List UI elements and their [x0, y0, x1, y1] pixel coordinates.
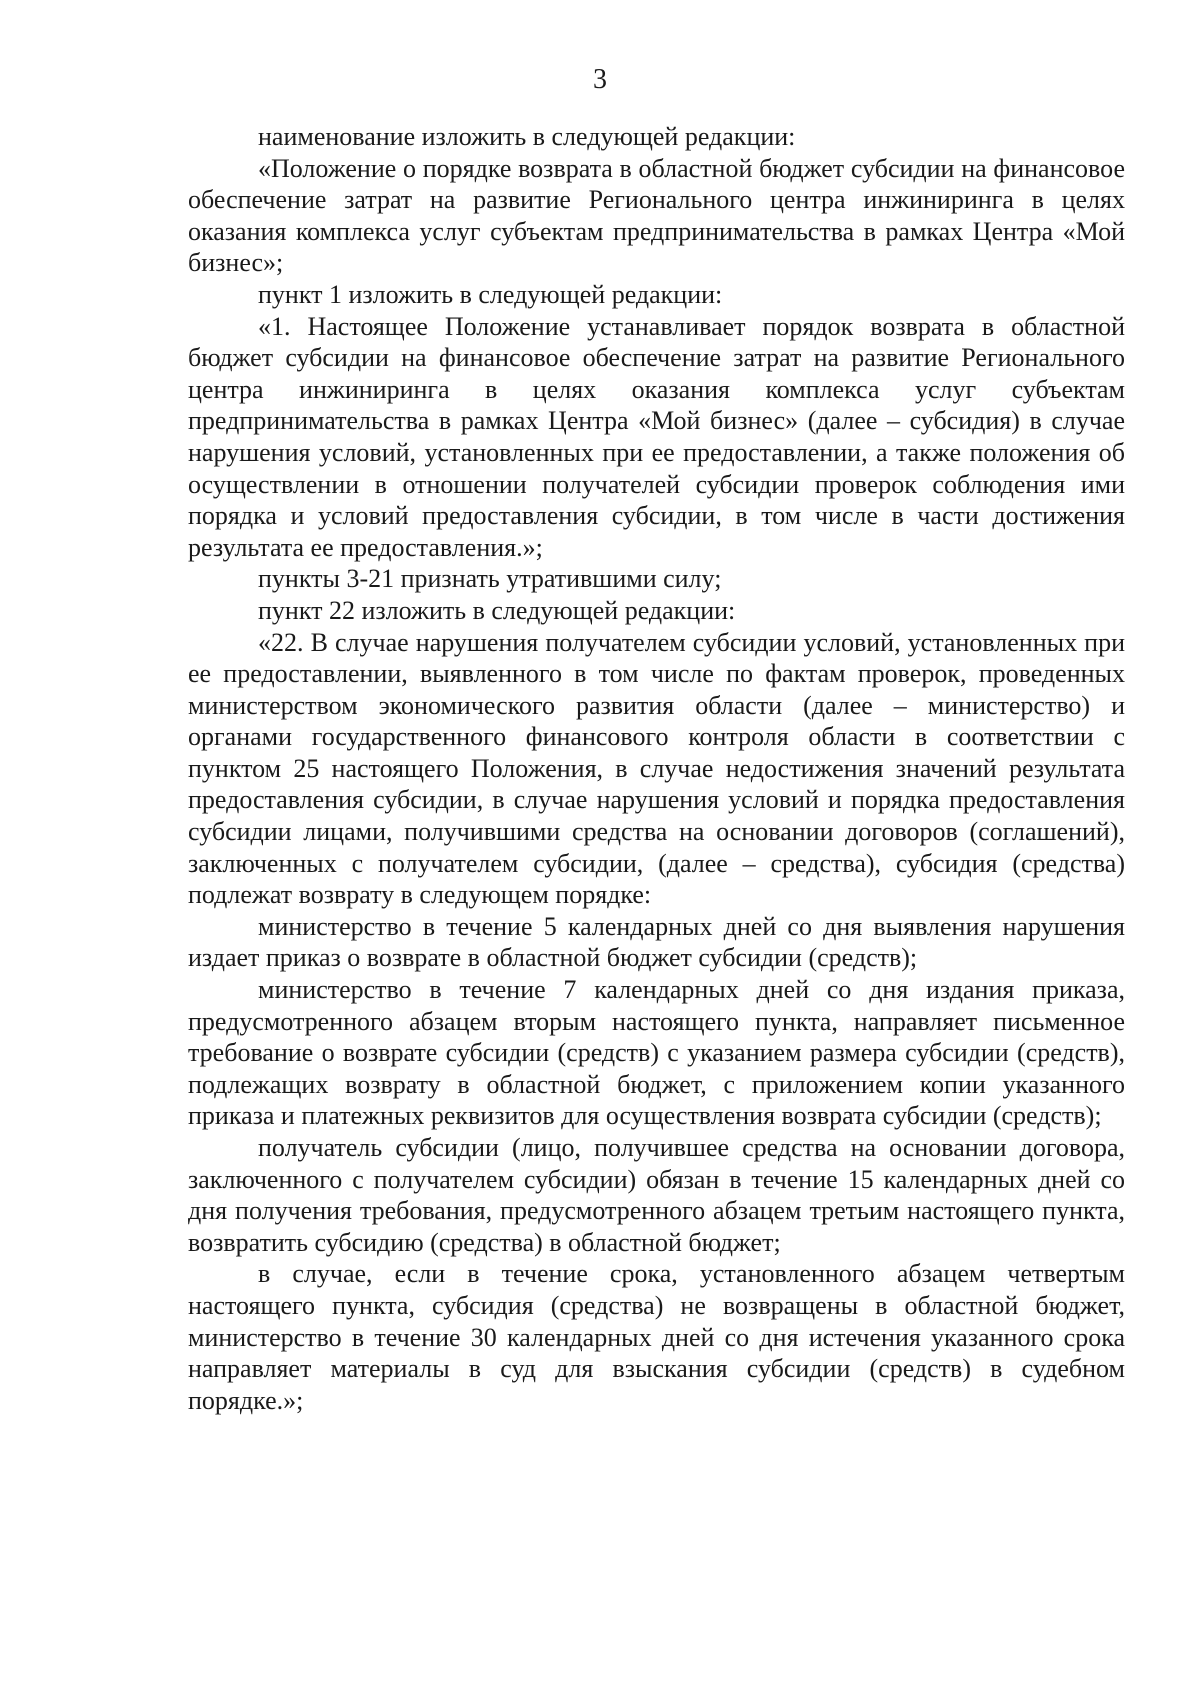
paragraph-point1-text: «1. Настоящее Положение устанавливает порядок возврата в областной бюджет субсидии на финансовое обеспечение затрат на развитие Регионального центра инжиниринга в целях оказания комплекса услуг субъектам предпринимательства в рамках Центра «Мой бизнес» (далее – субсидия) в случае нарушения условий, установленных при ее предоставлении, а также положения об осуществлении в отношении получателей субсидии проверок соблюдения ими порядка и условий предоставления субсидии, в том числе в части достижения результата ее предоставления.»;	[188, 311, 1125, 562]
page-number: 3	[593, 64, 607, 95]
paragraph-point22-instruction: пункт 22 изложить в следующей редакции:	[258, 595, 736, 625]
paragraph-written-demand: министерство в течение 7 календарных дней со дня издания приказа, предусмотренного абзацем вторым настоящего пункта, направляет письменное требование о возврате субсидии (средств) с указанием размера субсидии (средств), подлежащих возврату в областной бюджет, с приложением копии указанного приказа и платежных реквизитов для осуществления возврата субсидии (средств);	[188, 975, 1125, 1131]
paragraph-new-title: «Положение о порядке возврата в областной бюджет субсидии на финансовое обеспечение затрат на развитие Регионального центра инжиниринга в целях оказания комплекса услуг субъектам предпринимательства в рамках Центра «Мой бизнес»;	[188, 153, 1125, 278]
paragraph-point1-instruction: пункт 1 изложить в следующей редакции:	[258, 279, 723, 309]
paragraph-recipient-return: получатель субсидии (лицо, получившее средства на основании договора, заключенного с получателем субсидии) обязан в течение 15 календарных дней со дня получения требования, предусмотренного абзацем третьим настоящего пункта, возвратить субсидию (средства) в областной бюджет;	[188, 1133, 1125, 1257]
paragraph-title-instruction: наименование изложить в следующей редакции:	[258, 122, 796, 151]
document-body	[188, 121, 1125, 1416]
paragraph-order-issue: министерство в течение 5 календарных дней со дня выявления нарушения издает приказ о возврате в областной бюджет субсидии (средств);	[188, 911, 1125, 973]
paragraph-point22-text: «22. В случае нарушения получателем субсидии условий, установленных при ее предоставлении, выявленного в том числе по фактам проверок, проведенных министерством экономического развития области (далее – министерство) и органами государственного финансового контроля области в соответствии с пунктом 25 настоящего Положения, в случае недостижения значений результата предоставления субсидии, в случае нарушения условий и порядка предоставления субсидии лицами, получившими средства на основании договоров (соглашений), заключенных с получателем субсидии, (далее – средства), субсидия (средства) подлежат возврату в следующем порядке:	[188, 627, 1125, 910]
paragraph-points-repealed: пункты 3-21 признать утратившими силу;	[258, 564, 722, 594]
paragraph-court-recovery: в случае, если в течение срока, установленного абзацем четвертым настоящего пункта, субсидия (средства) не возвращены в областной бюджет, министерство в течение 30 календарных дней со дня истечения указанного срока направляет материалы в суд для взыскания субсидии (средств) в судебном порядке.»;	[188, 1259, 1125, 1415]
